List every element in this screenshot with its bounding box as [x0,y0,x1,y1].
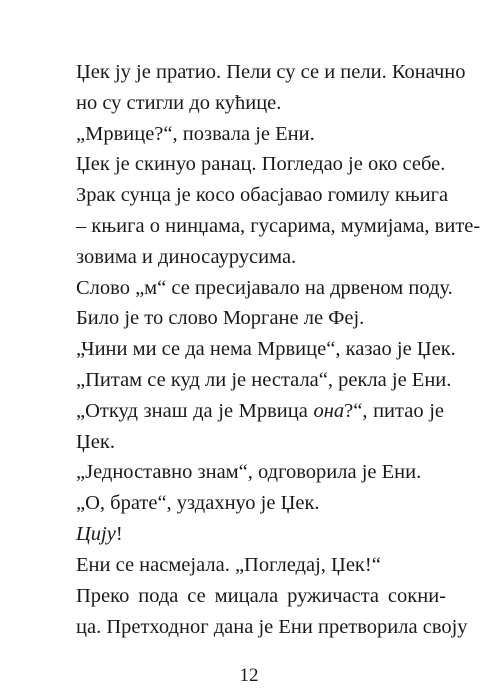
italic-word: она [313,400,345,422]
text-line: Зрак сунца је косо обасјавао гомилу књига [76,184,449,206]
text-line: зовима и диносаурусима. [76,246,297,268]
text-line: Било је то слово Моргане ле Феј. [76,307,365,329]
text-line: Слово „м“ се пресијавало на дрвеном поду. [76,277,453,299]
text-line: „Откуд знаш да је Мрвица она?“, питао је [76,400,444,422]
text-line: но су стигли до кућице. [76,92,282,114]
italic-word: Цију [76,523,116,545]
text-line: „Мрвице?“, позвала је Ени. [76,123,315,145]
page-number: 12 [239,665,259,686]
text-line: „Чини ми се да нема Мрвице“, казао је Џек. [76,338,456,360]
text-line: „Питам се куд ли је нестала“, рекла је Ени. [76,369,452,391]
text-line: Џек је скинуо ранац. Погледао је око себе. [76,153,446,175]
text-line: Ени се насмејала. „Погледај, Џек!“ [76,554,381,576]
text-line: Преко пода се мицала ружичаста сокни- [76,585,446,607]
text-line: ца. Претходног дана је Ени претворила своју [76,616,468,638]
text-line: Џек. [76,431,115,453]
text-line: Џек ју је пратио. Пели су се и пели. Коначно [76,61,466,83]
text-line: – књига о нинџама, гусарима, мумијама, вите- [76,215,481,237]
text-line: „Једноставно знам“, одговорила је Ени. [76,461,422,483]
text-line: Цију! [76,523,123,545]
text-line: „О, брате“, уздахнуо је Џек. [76,492,320,514]
